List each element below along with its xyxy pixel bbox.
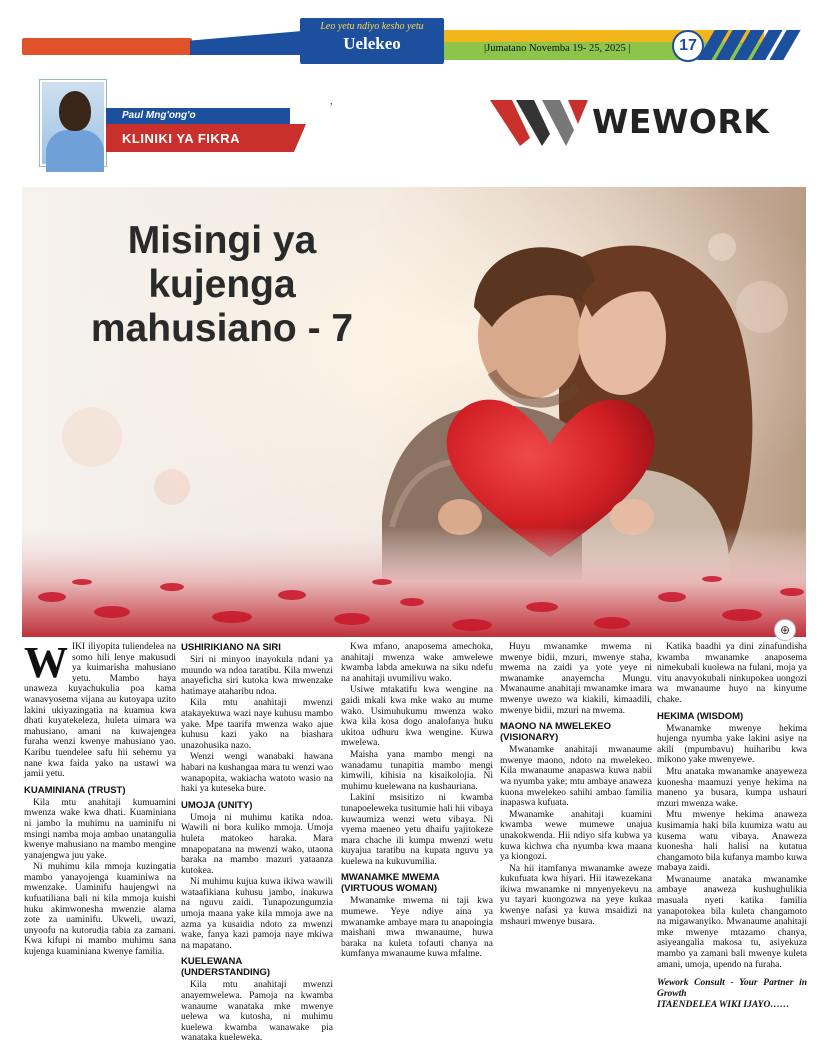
paragraph: Wenzi wengi wanabaki hawana habari na kushangaa mara tu wenzi wao wanapopita, wakiacha watoto wasio na haki ya kuteseka bure. (181, 752, 333, 795)
section-heading-secret: USHIRIKIANO NA SIRI (181, 642, 281, 653)
section-heading-wisdom: HEKIMA (WISDOM) (657, 710, 744, 722)
masthead-slogan: Leo yetu ndiyo kesho yetu (320, 21, 424, 32)
paragraph: Mwanaume anataka mwanamke ambaye anaweza kushughulikia masuala nyeti katika familia yanapotokea bila kuleta changamoto na migawanyiko. Mwanaume anahitaji mke mwenye mtazamo chanya, asiyeangalia makosa tu, asiyekuza mambo ya zamani bali mwenye kuleta amani, umoja, upendo na furaha. (657, 874, 807, 970)
continued-note: ITAENDELEA WIKI IJAYO…… (657, 1000, 790, 1011)
article-column-3 (341, 642, 493, 961)
section-heading-trust: KUAMINIANA (TRUST) (24, 784, 126, 796)
paragraph: Mwanamke anahitaji kuamini kwamba wewe mumewe unajua unakokwenda. Hii ndiyo sifa kubwa ya kuwa kichwa cha nyumba kwa maana ya kiongozi. (500, 809, 652, 863)
article-column-1 (24, 638, 176, 959)
wework-logo-text: WEWORK (592, 102, 770, 141)
header-blue-wedge (190, 31, 302, 55)
section-heading-understanding: KUELEWANA (UNDERSTANDING) (181, 956, 271, 979)
section-masthead (300, 18, 444, 64)
article-intro: WIKI iliyopita tuliendelea na somo hili lenye makusudi ya kuimarisha mahusiano yetu. Mambo haya unaweza kuyachukulia poa kama wanavyosema vijana au kutoyapa uzito lakini ukiyazingatia na kuamua kwa dhati kuyatekeleza, huleta uimara wa mahusiano, amani na kuwajengea furaha wenzi kwenye mahusiano yao. Karibu tuendelee safu hii sehemu ya nane kwa faida yako na ustawi wa jamii yetu. (24, 638, 176, 780)
header-stripes (706, 30, 806, 60)
paragraph: Mwanamke mwenye hekima hujenga nyumba yake lakini asiye na akili (mpumbavu) huiharibu kwa mikono yake mwenyewe. (657, 723, 807, 766)
page-number: 17 (672, 30, 704, 62)
paragraph: Usiwe mtakatifu kwa wengine na gaidi mkali kwa mke wako au mume wako. Usimuhukumu mwenza wako kwa kila kosa dogo analofanya huku ukitoa udhuru kwa wengine. Kuwa mwelewa. (341, 685, 493, 749)
paragraph: Katika baadhi ya dini zinafundisha kwamba mwanamke anaposema nimekubali kuolewa na fulani, moja ya vitu anavyokubali ninkupokea uongozi wa mwanaume huyo na kinyume chake. (657, 642, 807, 705)
column-name: KLINIKI YA FIKRA (122, 131, 241, 146)
header-orange-bar (22, 38, 192, 55)
paragraph: Kwa mfano, anaposema amechoka, anahitaji mwenza wake amwelewe kwamba labda amekuwa na siku ndefu na anahitaji uvumilivu wako. (341, 642, 493, 684)
article-column-2 (181, 642, 333, 1045)
paragraph: Ni muhimu kila mmoja kuzingatia mambo yanayojenga kuaminiwa na mwenzake. Uaminifu haujengwi na kufuatiliana bali ni kila mmoja kuishi huku akimwonesha mwenzie alama zote za uaminifu. Ukweli, uwazi, unyoofu na kutorudia tabia za zamani. Kwa kifupi ni mambo muhimu sana kujenga kuaminiana kwenye familia. (24, 862, 176, 958)
zoom-in-icon[interactable]: ⊕ (774, 619, 796, 641)
section-heading-vision: MAONO NA MWELEKEO (VISIONARY) (500, 721, 612, 744)
paragraph: Mwanamke mwema ni taji kwa mumewe. Yeye ndiye aina ya mwanamke ambaye mara tu anapoingia maishani mwa mwanaume, huwa baraka na kuleta tofauti chanya na kumfanya mwanaume kuwa mfalme. (341, 896, 493, 960)
issue-date: |Jumatano Novemba 19- 25, 2025 | (484, 43, 631, 54)
paragraph: Lakini msisitizo ni kwamba tunapoeleweka tusitumie hali hii vibaya kuwaumiza wenzi wetu vibaya. Ni vyema maeneo yetu dhaifu yajitokeze mara chache ili kumpa mwenzi wetu kuyajua taratibu na kupata nguvu ya kuelewa na kukuvumilia. (341, 793, 493, 867)
paragraph: Ni muhimu kujua kuwa ikiwa wawili wataafikiana kuhusu jambo, inakuwa na nguvu zaidi. Tunapozungumzia umoja maana yake kila mmoja awe na azma ya kusaidia ndoto za mwenzi wake, fanya kazi pamoja naye mkiwa na mapatano. (181, 877, 333, 951)
paragraph: Maisha yana mambo mengi na wanadamu tunapitia mambo mengi kimwili, kihisia na kisaikolojia. Ni muhimu kuelewana na kushauriana. (341, 749, 493, 792)
paragraph: Na hii itamfanya mwanamke aweze kukufuata kwa hiyari. Hii itawezekana ikiwa mwanamke ni mnyenyekevu na yu tayari kuongozwa na yeye kukaa kwenye nafasi ya kuwa msaidizi na mshauri mwenye busara. (500, 863, 652, 927)
paragraph: Siri ni minyoo inayokula ndani ya muundo wa ndoa taratibu. Kila mwenzi anayeficha siri kutoka kwa mwenzake hatimaye ataharibu ndoa. (181, 655, 333, 697)
author-name: Paul Mng'ong'o (122, 110, 196, 121)
section-heading-virtuous: MWANAMKE MWEMA (VIRTUOUS WOMAN) (341, 872, 440, 895)
paragraph: Kila mtu anahitaji mwenzi atakayekuwa wazi naye kuhusu mambo yake. Mpe taarifa mwenza wako ajue kuhusu kazi yako na biashara unazohusika nazo. (181, 698, 333, 751)
author-portrait (40, 80, 106, 166)
section-heading-unity: UMOJA (UNITY) (181, 799, 253, 811)
paragraph: Mtu mwenye hekima anaweza kusimamia haki bila kuumiza watu au kusema watu vibaya. Anaweza kuonesha hali halisi na kutatua changamoto bila kufanya mambo kuwa mabaya zaidi. (657, 810, 807, 874)
article-headline: Misingi ya kujenga mahusiano - 7 (90, 219, 354, 350)
drop-cap: W (24, 638, 68, 687)
paragraph: Huyu mwanamke mwema ni mwenye bidii, mzuri, mwenye staha, mwema na zaidi ya yote yeye ni mwanamke anayemcha Mungu. Mwanaume anahitaji mwanamke imara mwenye uwezo wa kiakili, kimaadili, mwenye bidii, mzuri na mwema. (500, 642, 652, 716)
section-title: Uelekeo (343, 34, 401, 53)
paragraph: Mtu anataka mwanamke anayeweza kuonesha maamuzi yenye hekima na maneno ya busara, kumpa ushauri mzuri mwenza wake. (657, 766, 807, 809)
article-column-4 (500, 642, 652, 928)
paragraph: Kila mtu anahitaji kumuamini mwenza wake kwa dhati. Kuaminiana ni jambo la muhimu na uaminifu ni msingi namba moja ambao unatangulia kwenye mahusiano na mambo mengine yanajengwa juu yake. (24, 797, 176, 861)
paragraph: Mwanamke anahitaji mwanaume mwenye maono, ndoto na mwelekeo. Kila mwanaume anapaswa kuwa nabii wa nyumba yake; mtu ambaye anaweza kuona mwelekeo sahihi ambao familia inapaswa kufuata. (500, 745, 652, 809)
wework-w-logo (490, 98, 590, 148)
hero-image (22, 187, 806, 637)
author-signature: Wework Consult - Your Partner in Growth (657, 978, 807, 999)
print-mark: , (330, 96, 333, 107)
paragraph: Umoja ni muhimu katika ndoa. Wawili ni bora kuliko mmoja. Umoja huleta matokeo haraka. Mara mnapopatana na mwenzi wako, utaona baraka na mambo mazuri yataanza kutokea. (181, 812, 333, 876)
paragraph: Kila mtu anahitaji mwenzi anayemwelewa. Pamoja na kwamba wanaume wanataka mke mwenye uelewa wa kutosha, ni muhimu kuelewa kwamba wanawake pia wanataka kueleweka. (181, 980, 333, 1044)
article-column-5 (657, 642, 807, 1012)
